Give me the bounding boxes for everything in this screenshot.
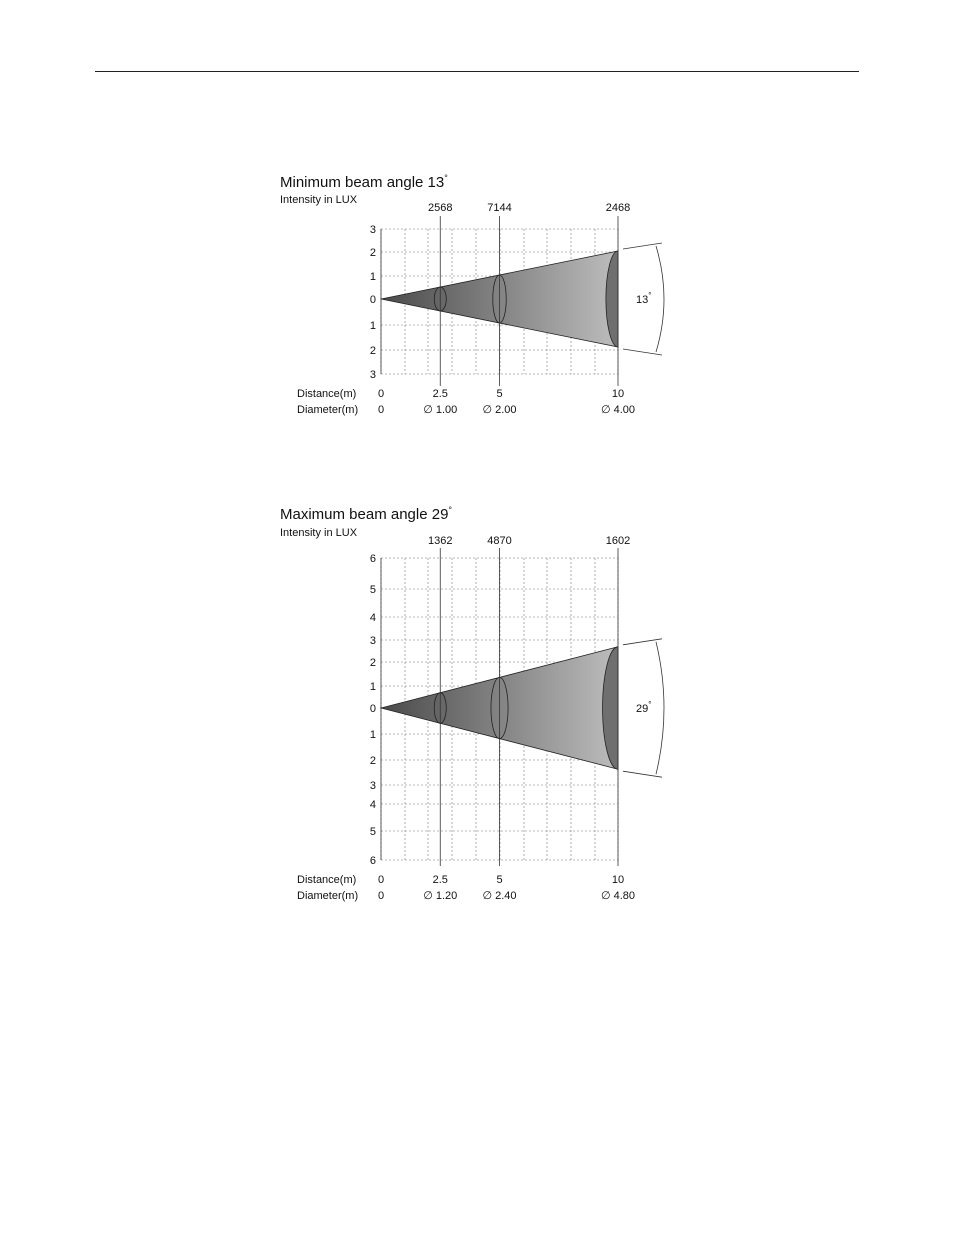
distance-tick-label: 5 <box>496 874 503 886</box>
distance-tick-label: 2.5 <box>432 388 448 400</box>
chart-subtitle: Intensity in LUX <box>280 194 358 206</box>
degree-mark: ° <box>648 700 652 709</box>
y-tick-label: 4 <box>369 799 376 811</box>
y-tick-label: 4 <box>369 612 376 624</box>
intensity-label: 2568 <box>428 202 453 214</box>
y-tick-label: 2 <box>369 247 376 259</box>
chart-title-text: Minimum beam angle 13 <box>280 174 445 191</box>
y-tick-label: 1 <box>369 271 376 283</box>
distance-tick-label: 10 <box>611 388 625 400</box>
y-tick-label: 3 <box>369 635 376 647</box>
intensity-label: 1362 <box>428 535 453 547</box>
intensity-label: 7144 <box>487 202 512 214</box>
diameter-tick-label: ∅ 2.40 <box>482 890 517 902</box>
chart-subtitle: Intensity in LUX <box>280 527 358 539</box>
y-tick-label: 1 <box>369 320 376 332</box>
distance-tick-label: 2.5 <box>432 874 448 886</box>
chart-title <box>280 173 448 191</box>
chart-title <box>280 505 452 523</box>
y-tick-label: 3 <box>369 369 376 381</box>
diameter-tick-label: ∅ 4.00 <box>600 404 636 416</box>
y-tick-label: 3 <box>369 780 376 792</box>
degree-mark: ° <box>648 291 652 300</box>
diameter-tick-label: ∅ 1.00 <box>423 404 458 416</box>
angle-arc <box>656 642 664 774</box>
y-tick-label: 6 <box>369 855 376 867</box>
y-tick-label: 3 <box>369 224 376 236</box>
distance-tick-label: 5 <box>496 388 503 400</box>
distance-axis-label: Distance(m) <box>297 388 357 400</box>
diameter-tick-label: ∅ 1.20 <box>423 890 458 902</box>
angle-arc <box>656 246 664 352</box>
distance-tick-label: 0 <box>377 388 385 400</box>
degree-mark: ° <box>444 173 448 183</box>
y-tick-label: 5 <box>369 584 376 596</box>
diameter-axis-label: Diameter(m) <box>297 890 359 902</box>
degree-mark: ° <box>448 505 453 515</box>
y-tick-label: 1 <box>369 681 376 693</box>
y-tick-label: 6 <box>369 553 376 565</box>
y-tick-label: 5 <box>369 826 376 838</box>
y-tick-label: 2 <box>369 755 376 767</box>
beam-angle-label <box>636 291 651 306</box>
diameter-tick-label: ∅ 4.80 <box>600 890 636 902</box>
distance-tick-label: 0 <box>377 874 385 886</box>
beam-angle-value: 29 <box>636 703 649 715</box>
diameter-tick-label: ∅ 2.00 <box>482 404 517 416</box>
distance-axis-label: Distance(m) <box>297 874 357 886</box>
intensity-label: 1602 <box>605 535 631 547</box>
distance-tick-label: 10 <box>611 874 625 886</box>
y-tick-label: 0 <box>369 703 376 715</box>
beam-angle-label <box>636 700 651 715</box>
beam-angle-value: 13 <box>636 294 649 306</box>
intensity-label: 4870 <box>487 535 512 547</box>
diameter-axis-label: Diameter(m) <box>297 404 359 416</box>
y-tick-label: 2 <box>369 345 376 357</box>
chart-title-text: Maximum beam angle 29 <box>280 506 449 523</box>
diameter-tick-label: 0 <box>377 404 385 416</box>
intensity-label: 2468 <box>605 202 631 214</box>
y-tick-label: 2 <box>369 657 376 669</box>
diameter-tick-label: 0 <box>377 890 385 902</box>
y-tick-label: 0 <box>369 294 376 306</box>
y-tick-label: 1 <box>369 729 376 741</box>
